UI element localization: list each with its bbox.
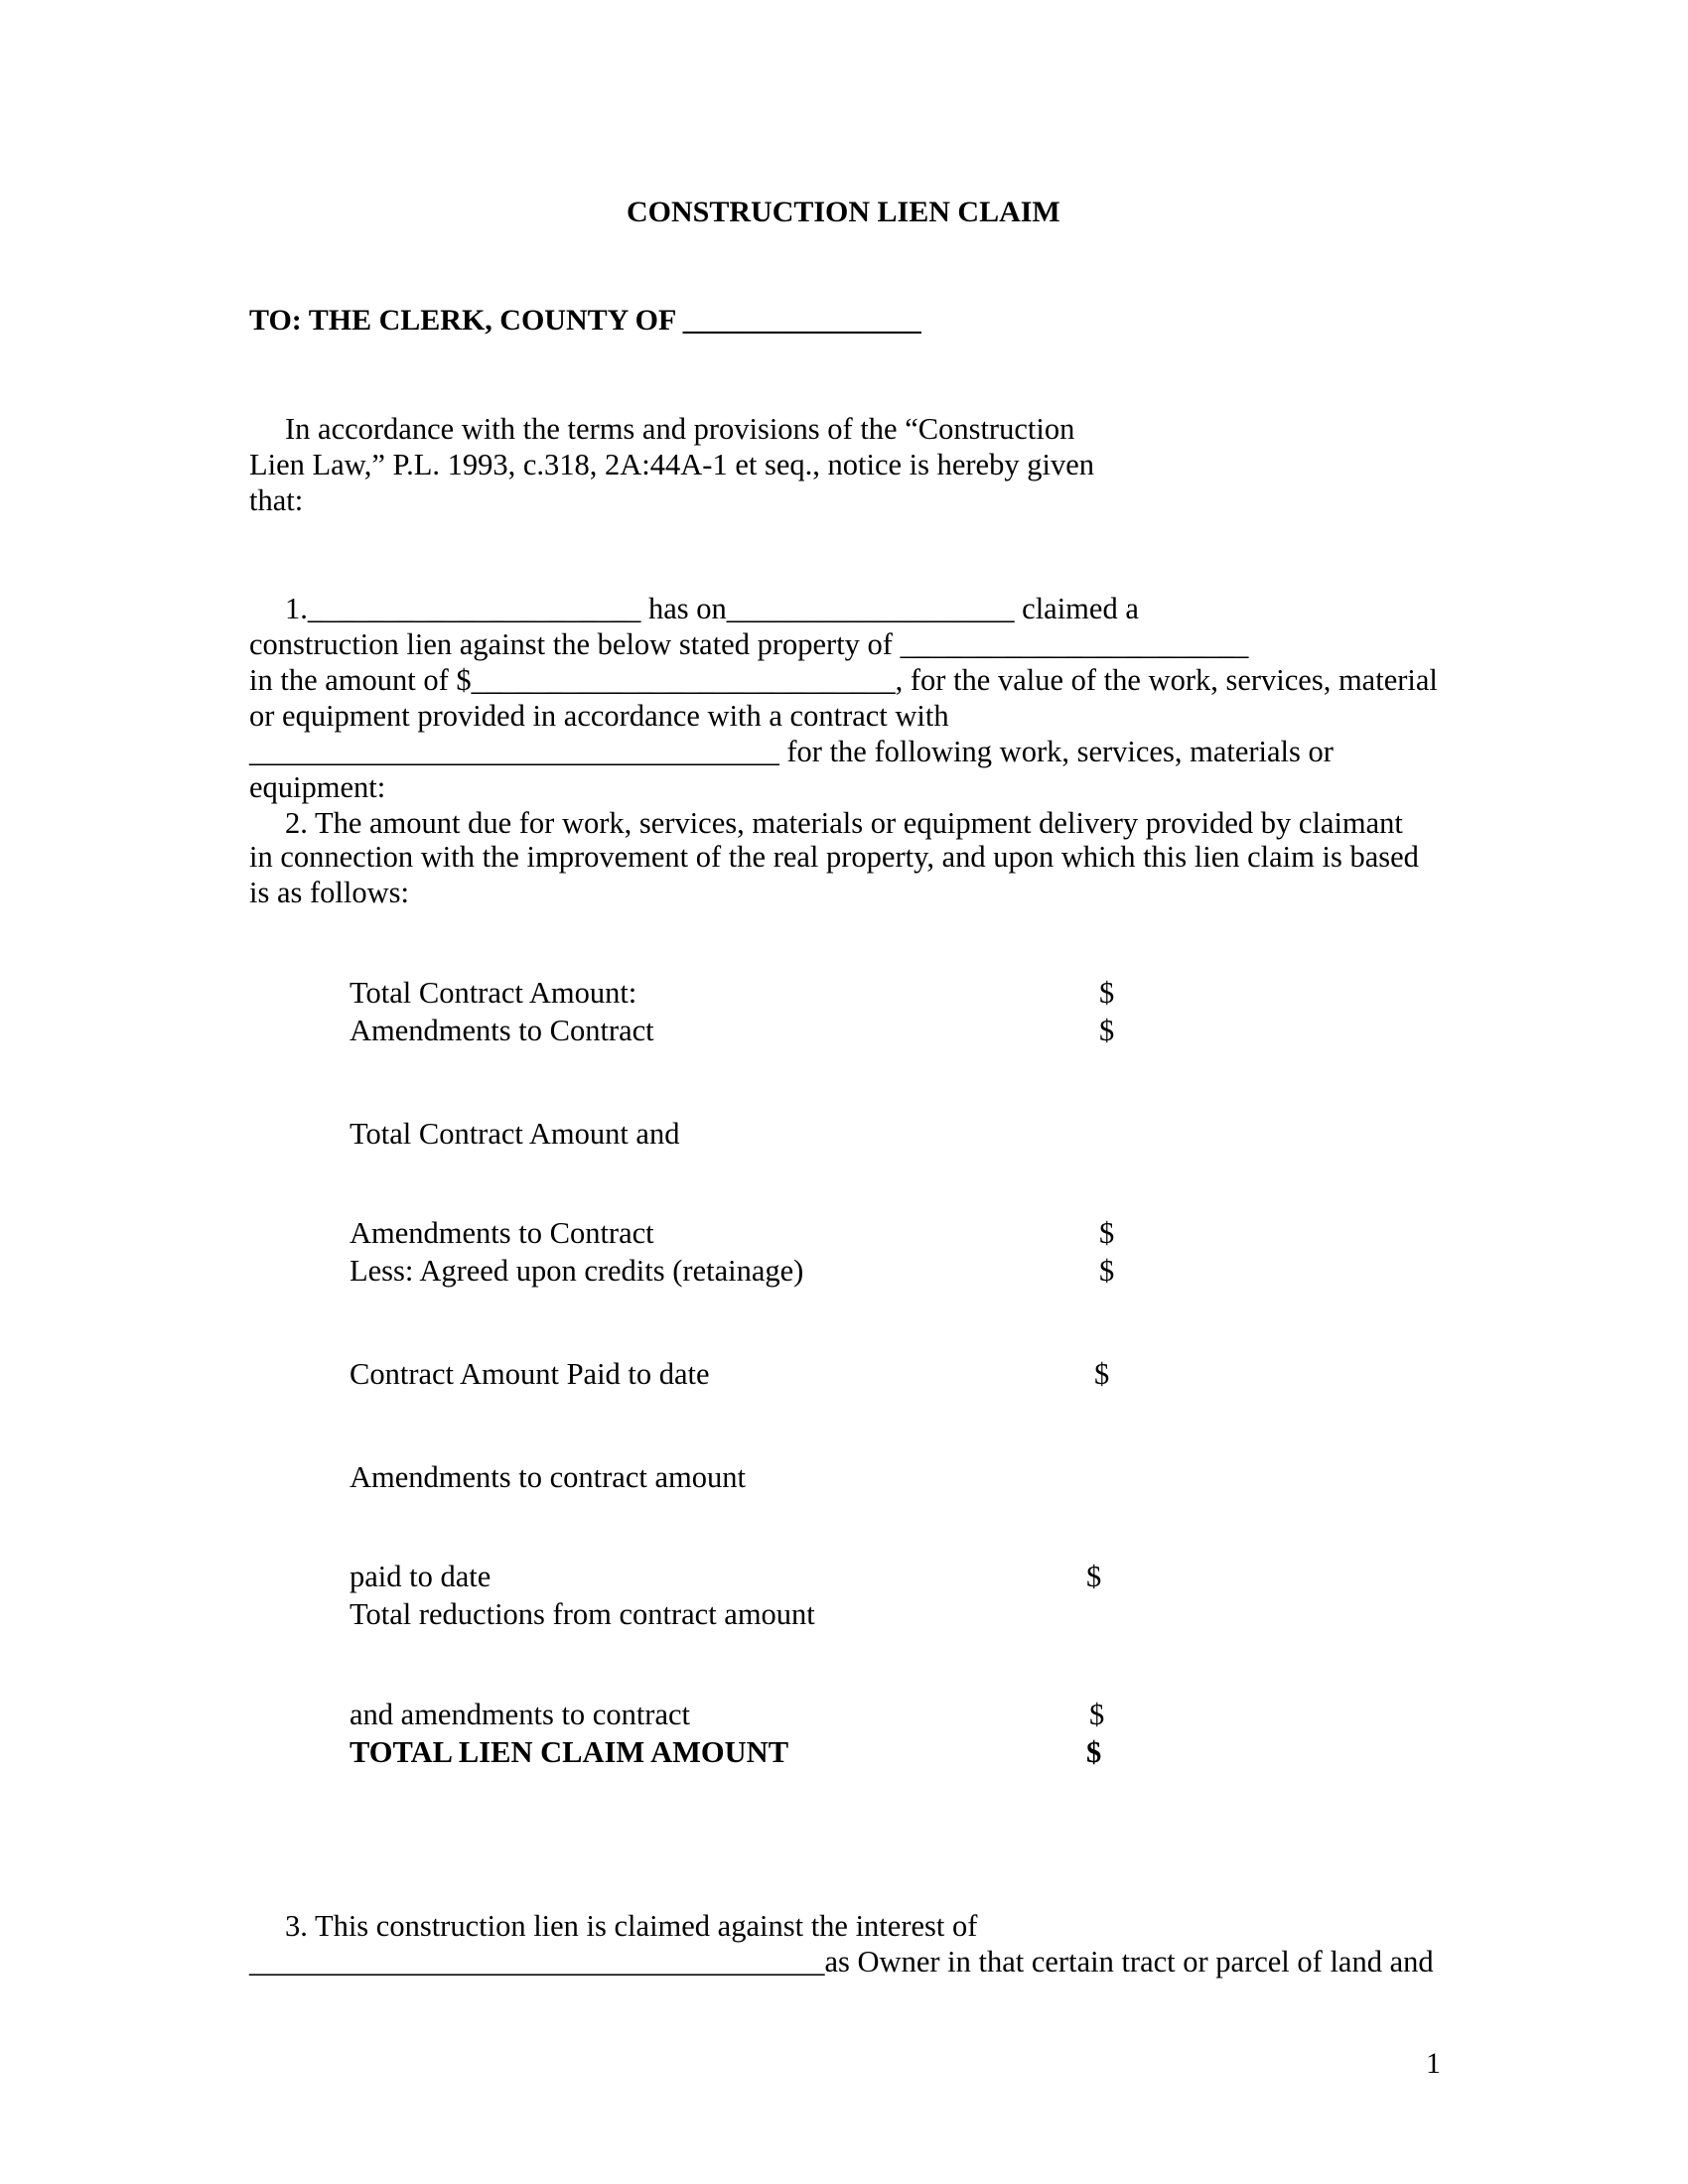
intro-line-3: that:: [249, 483, 304, 517]
amendments-subtotal-label: Amendments to Contract: [350, 1216, 654, 1250]
para2-line-3: is as follows:: [249, 876, 409, 909]
page-number: 1: [1426, 2047, 1441, 2080]
amendments-subtotal-currency: $: [1099, 1216, 1115, 1250]
credits-label: Less: Agreed upon credits (retainage): [350, 1254, 804, 1288]
total-reductions-label: Total reductions from contract amount: [350, 1597, 815, 1631]
total-contract-and-label: Total Contract Amount and: [350, 1117, 680, 1151]
intro-line-2: Lien Law,” P.L. 1993, c.318, 2A:44A-1 et seq., notice is hereby given: [249, 448, 1094, 481]
intro-line-1: In accordance with the terms and provisions of the “Construction: [285, 412, 1075, 446]
total-contract-amount-currency: $: [1099, 976, 1115, 1010]
total-lien-currency: $: [1086, 1735, 1102, 1769]
county-clerk-line: TO: THE CLERK, COUNTY OF ________________: [249, 304, 921, 337]
para2-line-1: 2. The amount due for work, services, materials or equipment delivery provided by claimant: [285, 806, 1403, 840]
total-lien-label: TOTAL LIEN CLAIM AMOUNT: [350, 1735, 789, 1769]
para3-line-2: ______________________________________as Owner in that certain tract or parcel of land and: [249, 1945, 1434, 1979]
paid-to-date-currency: $: [1094, 1357, 1110, 1391]
document-title: CONSTRUCTION LIEN CLAIM: [627, 196, 1060, 228]
para1-line-5: ___________________________________ for the following work, services, materials or: [249, 735, 1334, 768]
and-amendments-label: and amendments to contract: [350, 1698, 691, 1731]
para1-line-1: 1.______________________ has on___________________ claimed a: [285, 592, 1139, 625]
amendments-currency: $: [1099, 1014, 1115, 1047]
para1-line-3: in the amount of $____________________________, for the value of the work, services, material: [249, 663, 1438, 697]
and-amendments-currency: $: [1089, 1698, 1105, 1731]
para1-line-4: or equipment provided in accordance with a contract with: [249, 699, 949, 733]
paid-to-date-2-currency: $: [1086, 1560, 1102, 1593]
credits-currency: $: [1099, 1254, 1115, 1288]
paid-to-date-label: Contract Amount Paid to date: [350, 1357, 710, 1391]
para3-line-1: 3. This construction lien is claimed against the interest of: [285, 1909, 978, 1943]
amendments-paid-label: Amendments to contract amount: [350, 1460, 746, 1494]
paid-to-date-2-label: paid to date: [350, 1560, 492, 1593]
para2-line-2: in connection with the improvement of the real property, and upon which this lien claim is based: [249, 840, 1419, 874]
amendments-label: Amendments to Contract: [350, 1014, 654, 1047]
para1-line-6: equipment:: [249, 770, 386, 804]
para1-line-2: construction lien against the below stated property of _______________________: [249, 627, 1249, 661]
total-contract-amount-label: Total Contract Amount:: [350, 976, 637, 1010]
